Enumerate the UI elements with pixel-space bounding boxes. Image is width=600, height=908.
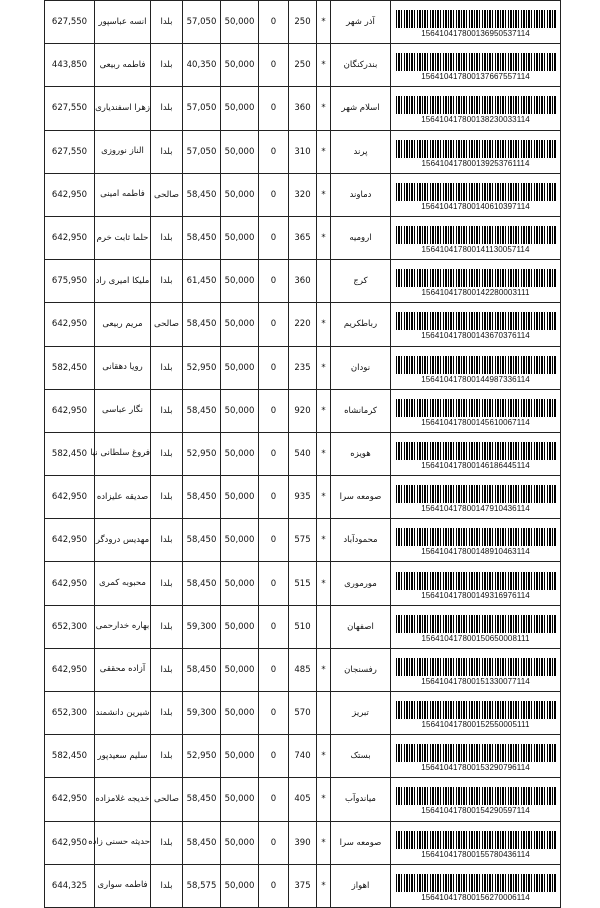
base-fee-cell: 50,000 (221, 562, 259, 605)
recipient-name-cell: فروغ سلطانی نیا (95, 432, 151, 475)
amount-cell: 58,450 (183, 778, 221, 821)
table-row (45, 692, 561, 735)
barcode-number: 156410417800144987336114 (421, 374, 530, 384)
base-fee-cell: 50,000 (221, 1, 259, 44)
service-type-cell: بلدا (151, 216, 183, 259)
total-cell: 627,550 (45, 130, 95, 173)
barcode-number: 156410417800147910436114 (421, 504, 530, 514)
amount-cell: 59,300 (183, 605, 221, 648)
barcode-number: 156410417800138230033114 (421, 115, 530, 125)
total-cell: 642,950 (45, 389, 95, 432)
barcode-cell (391, 562, 561, 605)
barcode-number: 156410417800150650008111 (421, 633, 530, 643)
base-fee-cell: 50,000 (221, 864, 259, 907)
recipient-name-cell: حلما ثابت خرم (95, 216, 151, 259)
table-row (45, 130, 561, 173)
weight-cell: 360 (289, 260, 317, 303)
table-row (45, 389, 561, 432)
service-type-cell: بلدا (151, 44, 183, 87)
total-cell: 642,950 (45, 648, 95, 691)
total-cell: 582,450 (45, 432, 95, 475)
weight-cell: 570 (289, 692, 317, 735)
table-row (45, 519, 561, 562)
recipient-name-cell: نگار عباسی (95, 389, 151, 432)
table-row (45, 44, 561, 87)
amount-cell: 52,950 (183, 432, 221, 475)
mark-cell: * (317, 44, 331, 87)
recipient-name-cell: انسه عباسپور (95, 1, 151, 44)
city-cell: دماوند (331, 173, 391, 216)
barcode-number: 156410417800146186445114 (421, 460, 530, 470)
city-cell: پرند (331, 130, 391, 173)
mark-cell: * (317, 216, 331, 259)
table-row (45, 778, 561, 821)
mark-cell (317, 605, 331, 648)
table-row (45, 864, 561, 907)
total-cell: 443,850 (45, 44, 95, 87)
amount-cell: 58,450 (183, 173, 221, 216)
service-type-cell: بلدا (151, 476, 183, 519)
base-fee-cell: 50,000 (221, 735, 259, 778)
barcode-number: 156410417800156270006114 (421, 892, 530, 902)
table-row (45, 562, 561, 605)
zero-cell: 0 (259, 519, 289, 562)
weight-cell: 540 (289, 432, 317, 475)
amount-cell: 57,050 (183, 130, 221, 173)
barcode-number: 156410417800149316976114 (421, 590, 530, 600)
total-cell: 652,300 (45, 605, 95, 648)
barcode-cell (391, 648, 561, 691)
total-cell: 582,450 (45, 346, 95, 389)
barcode-cell (391, 778, 561, 821)
barcode-number: 156410417800136950537114 (421, 29, 530, 39)
base-fee-cell: 50,000 (221, 346, 259, 389)
amount-cell: 58,450 (183, 389, 221, 432)
city-cell: مورموری (331, 562, 391, 605)
barcode-image (396, 356, 556, 374)
barcode-cell (391, 87, 561, 130)
amount-cell: 57,050 (183, 87, 221, 130)
service-type-cell: بلدا (151, 346, 183, 389)
base-fee-cell: 50,000 (221, 389, 259, 432)
table-row (45, 648, 561, 691)
base-fee-cell: 50,000 (221, 778, 259, 821)
city-cell: اهواز (331, 864, 391, 907)
city-cell: هویزه (331, 432, 391, 475)
service-type-cell: بلدا (151, 1, 183, 44)
recipient-name-cell: محبوبه کمری (95, 562, 151, 605)
base-fee-cell: 50,000 (221, 476, 259, 519)
barcode-image (396, 226, 556, 244)
weight-cell: 515 (289, 562, 317, 605)
zero-cell: 0 (259, 1, 289, 44)
service-type-cell: بلدا (151, 735, 183, 778)
city-cell: صومعه سرا (331, 821, 391, 864)
mark-cell: * (317, 1, 331, 44)
service-type-cell: صالحی (151, 778, 183, 821)
mark-cell: * (317, 864, 331, 907)
barcode-cell (391, 1, 561, 44)
weight-cell: 320 (289, 173, 317, 216)
service-type-cell: بلدا (151, 87, 183, 130)
total-cell: 675,950 (45, 260, 95, 303)
total-cell: 642,950 (45, 476, 95, 519)
barcode-cell (391, 44, 561, 87)
barcode-image (396, 528, 556, 546)
barcode-number: 156410417800145610067114 (421, 417, 530, 427)
barcode-number: 156410417800141130057114 (421, 245, 530, 255)
zero-cell: 0 (259, 303, 289, 346)
barcode-number: 156410417800148910463114 (421, 547, 530, 557)
total-cell: 627,550 (45, 87, 95, 130)
zero-cell: 0 (259, 562, 289, 605)
service-type-cell: بلدا (151, 519, 183, 562)
barcode-number: 156410417800137667557114 (421, 72, 530, 82)
base-fee-cell: 50,000 (221, 216, 259, 259)
recipient-name-cell: حدیثه حسنی زاده (95, 821, 151, 864)
base-fee-cell: 50,000 (221, 605, 259, 648)
city-cell: بستک (331, 735, 391, 778)
recipient-name-cell: شیرین دانشمند (95, 692, 151, 735)
recipient-name-cell: الناز نوروزی (95, 130, 151, 173)
total-cell: 627,550 (45, 1, 95, 44)
mark-cell: * (317, 173, 331, 216)
service-type-cell: بلدا (151, 432, 183, 475)
recipient-name-cell: فاطمه ربیعی (95, 44, 151, 87)
total-cell: 642,950 (45, 173, 95, 216)
weight-cell: 250 (289, 1, 317, 44)
city-cell: کرمانشاه (331, 389, 391, 432)
barcode-image (396, 572, 556, 590)
base-fee-cell: 50,000 (221, 44, 259, 87)
table-row (45, 303, 561, 346)
zero-cell: 0 (259, 605, 289, 648)
recipient-name-cell: ملیکا امیری راد (95, 260, 151, 303)
amount-cell: 58,450 (183, 519, 221, 562)
weight-cell: 390 (289, 821, 317, 864)
weight-cell: 920 (289, 389, 317, 432)
service-type-cell: بلدا (151, 389, 183, 432)
city-cell: رباطکریم (331, 303, 391, 346)
barcode-image (396, 10, 556, 28)
amount-cell: 58,450 (183, 476, 221, 519)
recipient-name-cell: مریم ربیعی (95, 303, 151, 346)
weight-cell: 485 (289, 648, 317, 691)
city-cell: تبریز (331, 692, 391, 735)
barcode-cell (391, 605, 561, 648)
barcode-cell (391, 692, 561, 735)
recipient-name-cell: مهدیس درودگر (95, 519, 151, 562)
barcode-number: 156410417800153290796114 (421, 763, 530, 773)
mark-cell: * (317, 821, 331, 864)
recipient-name-cell: صدیقه علیزاده (95, 476, 151, 519)
total-cell: 642,950 (45, 303, 95, 346)
service-type-cell: بلدا (151, 130, 183, 173)
mark-cell: * (317, 87, 331, 130)
zero-cell: 0 (259, 778, 289, 821)
service-type-cell: بلدا (151, 864, 183, 907)
zero-cell: 0 (259, 476, 289, 519)
service-type-cell: بلدا (151, 821, 183, 864)
barcode-cell (391, 216, 561, 259)
barcode-cell (391, 173, 561, 216)
barcode-cell (391, 735, 561, 778)
amount-cell: 58,450 (183, 821, 221, 864)
service-type-cell: صالحی (151, 303, 183, 346)
zero-cell: 0 (259, 44, 289, 87)
weight-cell: 405 (289, 778, 317, 821)
table-row (45, 346, 561, 389)
mark-cell: * (317, 519, 331, 562)
amount-cell: 52,950 (183, 346, 221, 389)
city-cell: کرج (331, 260, 391, 303)
barcode-image (396, 658, 556, 676)
city-cell: محمودآباد (331, 519, 391, 562)
zero-cell: 0 (259, 389, 289, 432)
recipient-name-cell: رویا دهقانی (95, 346, 151, 389)
service-type-cell: بلدا (151, 260, 183, 303)
mark-cell: * (317, 432, 331, 475)
base-fee-cell: 50,000 (221, 432, 259, 475)
recipient-name-cell: بهاره خدارحمی (95, 605, 151, 648)
zero-cell: 0 (259, 432, 289, 475)
barcode-cell (391, 346, 561, 389)
barcode-cell (391, 260, 561, 303)
amount-cell: 58,450 (183, 216, 221, 259)
barcode-number: 156410417800155780436114 (421, 849, 530, 859)
zero-cell: 0 (259, 260, 289, 303)
barcode-cell (391, 519, 561, 562)
mark-cell: * (317, 389, 331, 432)
barcode-image (396, 399, 556, 417)
zero-cell: 0 (259, 87, 289, 130)
barcode-image (396, 615, 556, 633)
service-type-cell: بلدا (151, 605, 183, 648)
amount-cell: 58,575 (183, 864, 221, 907)
amount-cell: 57,050 (183, 1, 221, 44)
base-fee-cell: 50,000 (221, 173, 259, 216)
barcode-cell (391, 303, 561, 346)
total-cell: 644,325 (45, 864, 95, 907)
table-row (45, 173, 561, 216)
barcode-image (396, 831, 556, 849)
zero-cell: 0 (259, 216, 289, 259)
zero-cell: 0 (259, 864, 289, 907)
total-cell: 642,950 (45, 216, 95, 259)
zero-cell: 0 (259, 648, 289, 691)
mark-cell: * (317, 303, 331, 346)
service-type-cell: بلدا (151, 562, 183, 605)
base-fee-cell: 50,000 (221, 692, 259, 735)
zero-cell: 0 (259, 173, 289, 216)
barcode-image (396, 96, 556, 114)
service-type-cell: صالحی (151, 173, 183, 216)
city-cell: رفسنجان (331, 648, 391, 691)
barcode-image (396, 874, 556, 892)
barcode-image (396, 701, 556, 719)
mark-cell: * (317, 562, 331, 605)
weight-cell: 935 (289, 476, 317, 519)
city-cell: نودان (331, 346, 391, 389)
zero-cell: 0 (259, 735, 289, 778)
weight-cell: 220 (289, 303, 317, 346)
recipient-name-cell: زهرا اسفندیاری (95, 87, 151, 130)
mark-cell: * (317, 476, 331, 519)
barcode-image (396, 53, 556, 71)
city-cell: ارومیه (331, 216, 391, 259)
barcode-number: 156410417800142280003111 (421, 288, 530, 298)
total-cell: 652,300 (45, 692, 95, 735)
barcode-image (396, 183, 556, 201)
weight-cell: 740 (289, 735, 317, 778)
weight-cell: 360 (289, 87, 317, 130)
weight-cell: 250 (289, 44, 317, 87)
shipment-table (44, 0, 561, 908)
barcode-cell (391, 432, 561, 475)
mark-cell (317, 260, 331, 303)
table-row (45, 476, 561, 519)
weight-cell: 365 (289, 216, 317, 259)
table-row (45, 260, 561, 303)
recipient-name-cell: آزاده محققی (95, 648, 151, 691)
zero-cell: 0 (259, 821, 289, 864)
city-cell: صومعه سرا (331, 476, 391, 519)
mark-cell: * (317, 346, 331, 389)
city-cell: بندرکنگان (331, 44, 391, 87)
amount-cell: 52,950 (183, 735, 221, 778)
table-row (45, 605, 561, 648)
barcode-number: 156410417800139253761114 (421, 158, 530, 168)
mark-cell: * (317, 778, 331, 821)
barcode-cell (391, 821, 561, 864)
recipient-name-cell: فاطمه سواری (95, 864, 151, 907)
amount-cell: 40,350 (183, 44, 221, 87)
city-cell: اصفهان (331, 605, 391, 648)
base-fee-cell: 50,000 (221, 260, 259, 303)
barcode-image (396, 269, 556, 287)
total-cell: 582,450 (45, 735, 95, 778)
base-fee-cell: 50,000 (221, 87, 259, 130)
recipient-name-cell: خدیجه غلامزاده (95, 778, 151, 821)
city-cell: اسلام شهر (331, 87, 391, 130)
zero-cell: 0 (259, 130, 289, 173)
table-row (45, 735, 561, 778)
barcode-number: 156410417800140610397114 (421, 201, 530, 211)
barcode-cell (391, 130, 561, 173)
barcode-number: 156410417800143670376114 (421, 331, 530, 341)
service-type-cell: بلدا (151, 648, 183, 691)
table-row (45, 432, 561, 475)
table-row (45, 87, 561, 130)
base-fee-cell: 50,000 (221, 303, 259, 346)
barcode-image (396, 312, 556, 330)
total-cell: 642,950 (45, 778, 95, 821)
mark-cell: * (317, 735, 331, 778)
table-row (45, 821, 561, 864)
base-fee-cell: 50,000 (221, 519, 259, 562)
table-row (45, 1, 561, 44)
mark-cell: * (317, 648, 331, 691)
amount-cell: 58,450 (183, 562, 221, 605)
total-cell: 642,950 (45, 821, 95, 864)
barcode-number: 156410417800154290597114 (421, 806, 530, 816)
recipient-name-cell: فاطمه امینی (95, 173, 151, 216)
amount-cell: 61,450 (183, 260, 221, 303)
zero-cell: 0 (259, 692, 289, 735)
base-fee-cell: 50,000 (221, 648, 259, 691)
amount-cell: 59,300 (183, 692, 221, 735)
amount-cell: 58,450 (183, 303, 221, 346)
mark-cell (317, 692, 331, 735)
barcode-image (396, 485, 556, 503)
total-cell: 642,950 (45, 519, 95, 562)
weight-cell: 235 (289, 346, 317, 389)
weight-cell: 375 (289, 864, 317, 907)
weight-cell: 310 (289, 130, 317, 173)
barcode-cell (391, 864, 561, 907)
mark-cell: * (317, 130, 331, 173)
zero-cell: 0 (259, 346, 289, 389)
barcode-image (396, 140, 556, 158)
weight-cell: 575 (289, 519, 317, 562)
barcode-number: 156410417800151330077114 (421, 676, 530, 686)
barcode-image (396, 442, 556, 460)
service-type-cell: بلدا (151, 692, 183, 735)
barcode-cell (391, 389, 561, 432)
total-cell: 642,950 (45, 562, 95, 605)
barcode-image (396, 787, 556, 805)
barcode-cell (391, 476, 561, 519)
weight-cell: 510 (289, 605, 317, 648)
table-row (45, 216, 561, 259)
base-fee-cell: 50,000 (221, 130, 259, 173)
city-cell: میاندوآب (331, 778, 391, 821)
city-cell: آذر شهر (331, 1, 391, 44)
recipient-name-cell: سلیم سعیدپور (95, 735, 151, 778)
base-fee-cell: 50,000 (221, 821, 259, 864)
amount-cell: 58,450 (183, 648, 221, 691)
barcode-number: 156410417800152550005111 (421, 720, 530, 730)
barcode-image (396, 744, 556, 762)
